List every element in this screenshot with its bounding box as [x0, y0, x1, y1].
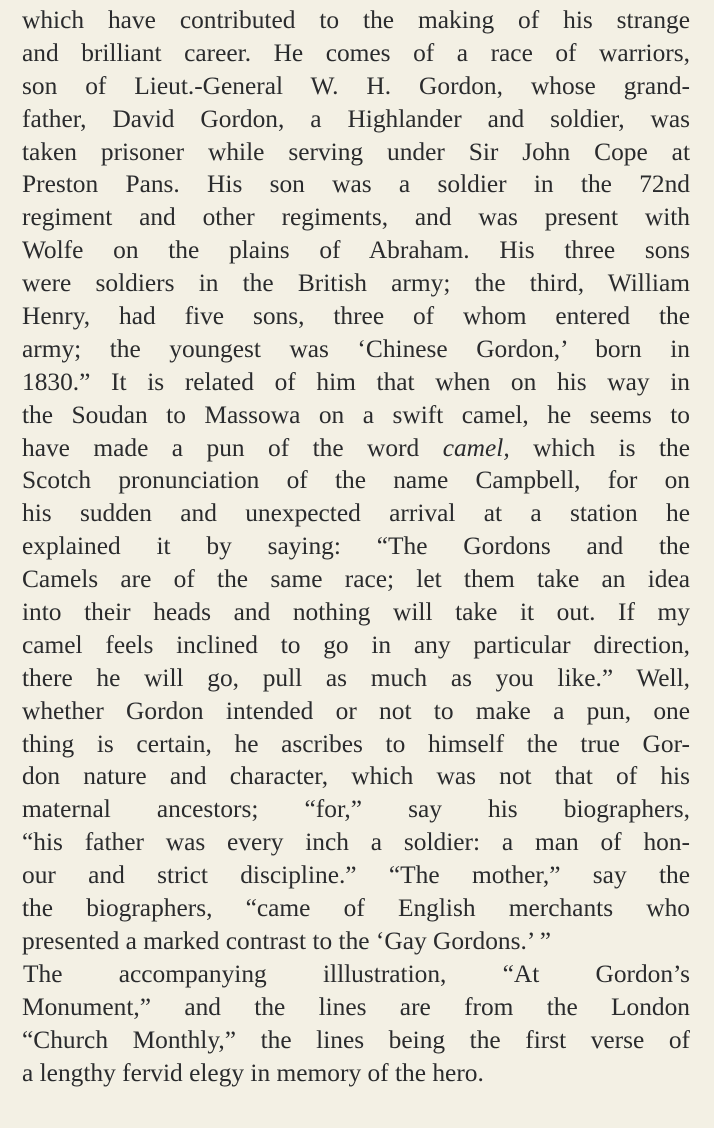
text-line-with-italic: [22, 432, 690, 465]
text-line: 1830.” It is related of him that when on his way in: [22, 367, 690, 396]
text-line: “his father was every inch a soldier: a man of hon-: [22, 828, 690, 857]
text-line: Henry, had five sons, three of whom entered the: [22, 302, 690, 331]
paragraph-illustration-note: [22, 958, 690, 1090]
text-line: the biographers, “came of English merchants who: [22, 894, 690, 923]
italic-word: camel,: [442, 433, 510, 462]
text-line: Monument,” and the lines are from the London: [22, 992, 690, 1021]
text-line: army; the youngest was ‘Chinese Gordon,’ born in: [22, 334, 690, 363]
text-segment: have made a pun of the word: [22, 433, 443, 462]
text-line: father, David Gordon, a Highlander and soldier, was: [22, 104, 690, 133]
text-line: into their heads and nothing will take it out. If my: [22, 598, 690, 627]
text-line: the Soudan to Massowa on a swift camel, he seems to: [22, 400, 690, 429]
text-line: Scotch pronunciation of the name Campbell, for on: [22, 466, 690, 495]
text-line: taken prisoner while serving under Sir John Cope at: [22, 137, 690, 166]
text-line: were soldiers in the British army; the third, William: [22, 269, 690, 298]
text-line: which have contributed to the making of his strange: [22, 6, 690, 34]
text-line: his sudden and unexpected arrival at a station he: [22, 499, 690, 528]
text-line: Wolfe on the plains of Abraham. His three sons: [22, 236, 690, 265]
text-line: and brilliant career. He comes of a race of warriors,: [22, 38, 690, 67]
text-line: Camels are of the same race; let them take an idea: [22, 565, 690, 594]
text-line: explained it by saying: “The Gordons and the: [22, 532, 690, 561]
document-page: [22, 4, 690, 1089]
text-line: son of Lieut.-General W. H. Gordon, whose grand-: [22, 71, 690, 100]
text-line: presented a marked contrast to the ‘Gay Gordons.’ ”: [22, 926, 552, 955]
text-line: maternal ancestors; “for,” say his biographers,: [22, 795, 690, 824]
text-line: “Church Monthly,” the lines being the first verse of: [22, 1025, 690, 1054]
text-segment: which is the: [509, 433, 690, 462]
text-line: regiment and other regiments, and was present with: [22, 203, 690, 232]
text-line: The accompanying illlustration, “At Gordon’s: [23, 959, 690, 988]
paragraph-gordon-career: [22, 4, 690, 958]
text-line: camel feels inclined to go in any particular direction,: [22, 630, 690, 659]
text-line: there he will go, pull as much as you like.” Well,: [22, 663, 690, 692]
text-line: whether Gordon intended or not to make a pun, one: [22, 696, 690, 725]
text-line: a lengthy fervid elegy in memory of the hero.: [22, 1058, 484, 1087]
text-line: Preston Pans. His son was a soldier in the 72nd: [22, 170, 690, 199]
text-line: our and strict discipline.” “The mother,” say the: [22, 861, 690, 890]
text-line: thing is certain, he ascribes to himself the true Gor-: [22, 729, 690, 758]
text-line: don nature and character, which was not that of his: [22, 762, 690, 791]
